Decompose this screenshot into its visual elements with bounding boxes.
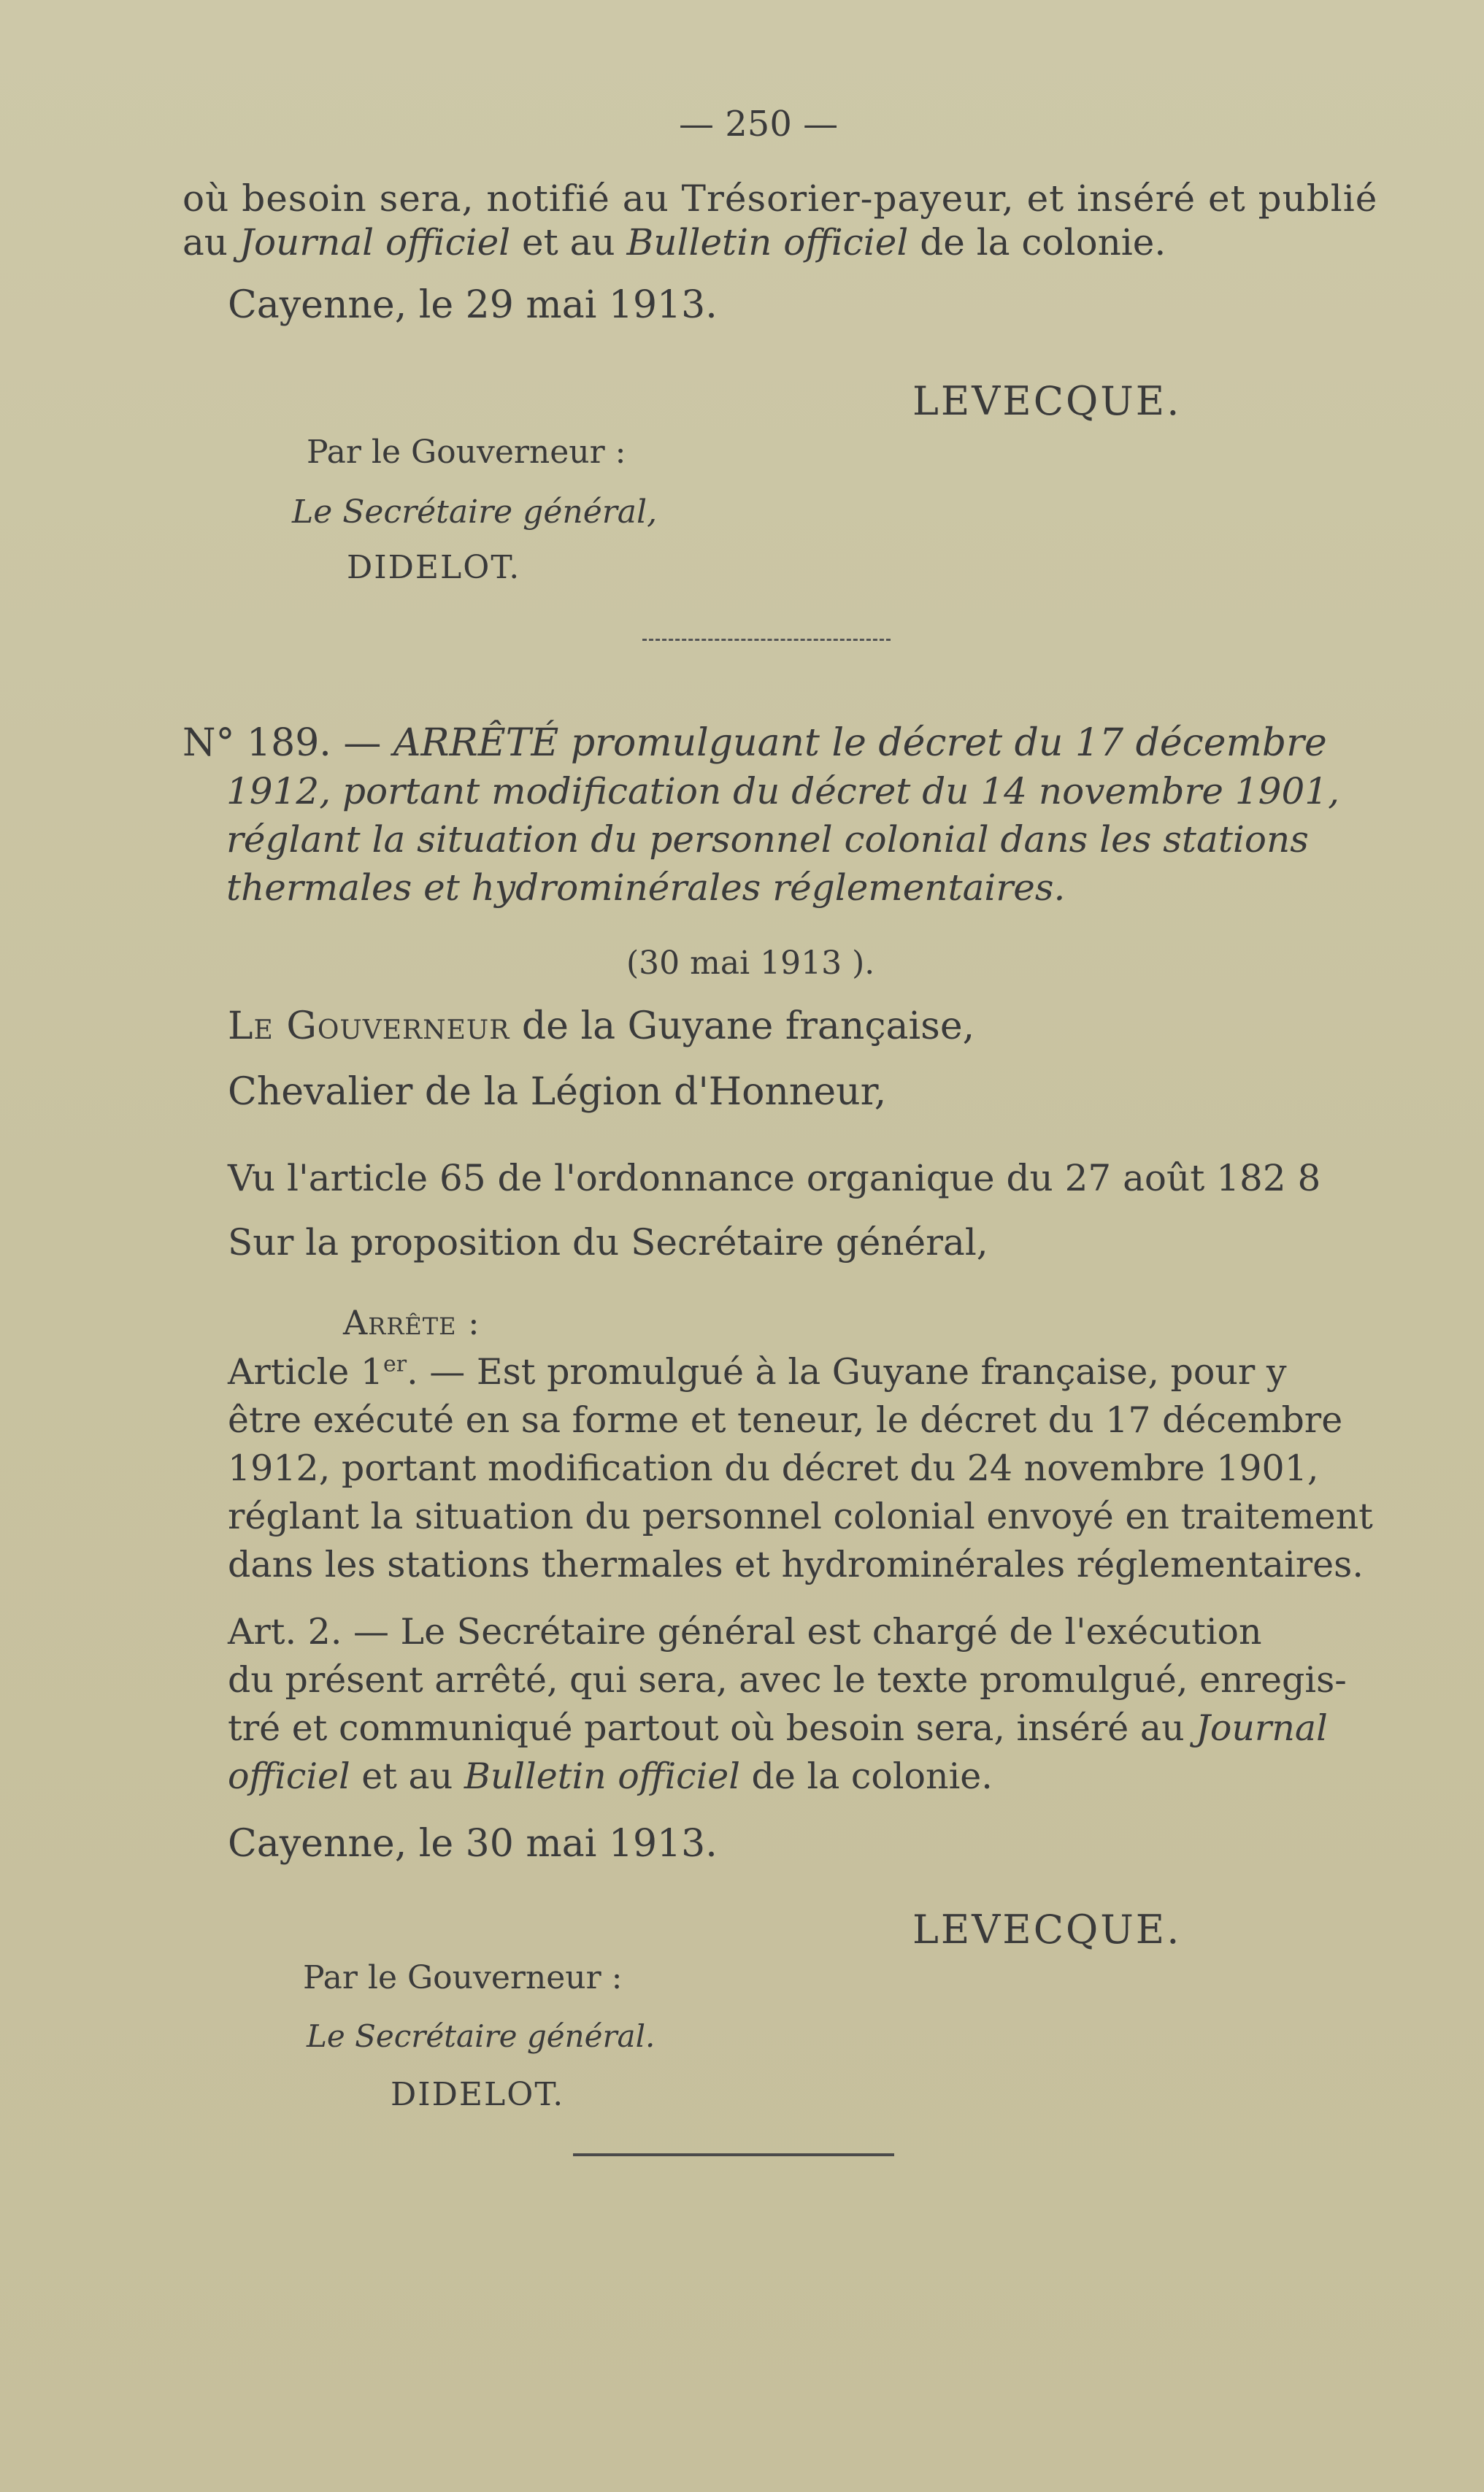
arrete-title-line2: 1912, portant modification du décret du 14 novembre 1901, [226, 770, 1339, 812]
separator-dashed [642, 639, 891, 641]
governor-label: Le Gouverneur [228, 1004, 510, 1048]
arrete-title-text: ARRÊTÉ promulguant le décret du 17 décembre [393, 721, 1327, 765]
body-secretary-name: DIDELOT. [391, 2076, 565, 2113]
article1-line4: réglant la situation du personnel colonial envoyé en traitement [228, 1496, 1373, 1537]
body-secretary: Le Secrétaire général. [307, 2018, 656, 2054]
article2-line3-text: tré et communiqué partout où besoin sera, inséré au [228, 1707, 1196, 1749]
article1-text: . — Est promulgué à la Guyane française, pour y [407, 1351, 1287, 1393]
block1-line2-b: et au [510, 221, 627, 264]
arrete-title-line1 [182, 721, 1327, 765]
article1-line5: dans les stations thermales et hydrominérales réglementaires. [228, 1544, 1364, 1585]
article1-line1 [228, 1350, 1287, 1394]
journal-officiel-title: Journal officiel [239, 221, 511, 264]
arrete-number: N° 189. — [182, 721, 393, 765]
article1-sup: er [383, 1351, 407, 1377]
article2-officiel: officiel [228, 1755, 350, 1797]
article1-label: Article 1 [228, 1351, 384, 1393]
block1-line2 [182, 220, 1166, 264]
arrete-label: Arrête : [343, 1303, 480, 1342]
chevalier-line: Chevalier de la Légion d'Honneur, [228, 1070, 887, 1114]
article2-line3 [228, 1707, 1328, 1750]
article2-journal: Journal [1196, 1707, 1328, 1749]
sur-line: Sur la proposition du Secrétaire général, [228, 1221, 988, 1264]
end-rule [573, 2153, 894, 2156]
body-date: Cayenne, le 30 mai 1913. [228, 1822, 718, 1866]
block1-signature: LEVECQUE. [912, 378, 1182, 424]
governor-text: de la Guyane française, [510, 1004, 975, 1048]
article2-line1: Art. 2. — Le Secrétaire général est chargé de l'exécution [228, 1611, 1262, 1653]
block1-secretary-name: DIDELOT. [347, 549, 521, 586]
arrete-date: (30 mai 1913 ). [626, 945, 875, 982]
body-by-governor: Par le Gouverneur : [303, 1959, 623, 1996]
article1-line2: être exécuté en sa forme et teneur, le décret du 17 décembre [228, 1399, 1343, 1441]
block1-line2-c: de la colonie. [908, 221, 1166, 264]
block1-line1: où besoin sera, notifié au Trésorier-payeur, et inséré et publié [182, 177, 1378, 220]
arrete-title-line4: thermales et hydrominérales réglementaires. [226, 866, 1066, 909]
article2-line2: du présent arrêté, qui sera, avec le texte promulgué, enregis- [228, 1659, 1347, 1701]
block1-date: Cayenne, le 29 mai 1913. [228, 283, 718, 327]
article2-line4-c: de la colonie. [739, 1755, 993, 1797]
article2-line4 [228, 1755, 993, 1799]
article2-line4-b: et au [350, 1755, 464, 1797]
article2-bulletin: Bulletin officiel [464, 1755, 740, 1797]
vu-line: Vu l'article 65 de l'ordonnance organique du 27 août 182 8 [228, 1157, 1321, 1199]
page-number: — 250 — [679, 104, 839, 145]
arrete-title-line3: réglant la situation du personnel colonial dans les stations [226, 818, 1309, 861]
governor-line [228, 1004, 974, 1048]
bulletin-officiel-title: Bulletin officiel [626, 221, 909, 264]
block1-line2-a: au [182, 221, 239, 264]
block1-by-governor: Par le Gouverneur : [307, 434, 626, 471]
article1-line3: 1912, portant modification du décret du 24 novembre 1901, [228, 1447, 1319, 1489]
body-signature: LEVECQUE. [912, 1907, 1182, 1953]
block1-secretary: Le Secrétaire général, [292, 493, 658, 531]
